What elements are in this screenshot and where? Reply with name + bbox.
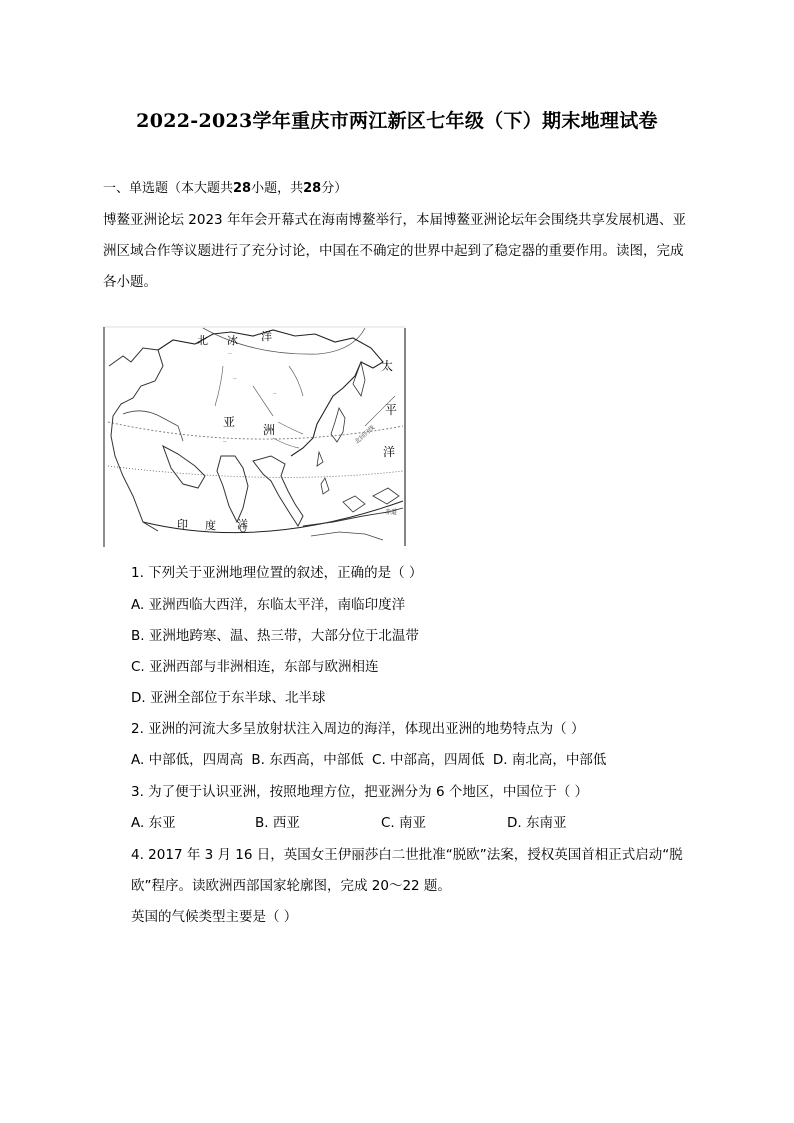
map-label-indian1: 印 (177, 518, 188, 531)
section-suffix: 分） (321, 181, 348, 196)
question-2-option-a: A. 中部低，四周高 (131, 752, 244, 768)
question-1-option-a: A. 亚洲西临大西洋，东临太平洋，南临印度洋 (131, 597, 406, 613)
map-label-north3: 洋 (261, 330, 272, 343)
map-label-indian3: 洋 (237, 518, 248, 531)
question-3-option-c: C. 南亚 (381, 815, 427, 831)
svg-text:··: ·· (228, 351, 232, 358)
question-1-option-b: B. 亚洲地跨寒、温、热三带，大部分位于北温带 (131, 628, 419, 644)
map-label-pacific2: 平 (385, 403, 398, 417)
intro-paragraph: 博鳌亚洲论坛 2023 年年会开幕式在海南博鳌举行，本届博鳌亚洲论坛年会围绕共享发展机遇、亚洲区域合作等议题进行了充分讨论，中国在不确定的世界中起到了稳定器的重要作用。读图，完成各小题。 (103, 212, 686, 290)
map-label-indian2: 度 (205, 519, 216, 532)
question-1-option-c: C. 亚洲西部与非洲相连，东部与欧洲相连 (131, 659, 379, 675)
question-3-stem: 3. 为了便于认识亚洲，按照地理方位，把亚洲分为 6 个地区，中国位于（ ） (131, 784, 589, 800)
section-heading (103, 177, 347, 196)
question-3-option-d: D. 东南亚 (507, 815, 567, 831)
question-3-option-b: B. 西亚 (255, 815, 300, 831)
question-2-option-b: B. 东西高，中部低 (251, 752, 364, 768)
map-label-north1: 北 (197, 334, 208, 347)
question-1-option-d: D. 亚洲全部位于东半球、北半球 (131, 690, 326, 706)
question-3-option-a: A. 东亚 (131, 815, 176, 831)
map-label-asia2: 洲 (263, 423, 276, 437)
question-2-options (131, 748, 606, 768)
svg-text:··: ·· (273, 391, 277, 398)
section-count: 28 (233, 181, 252, 196)
section-middle: 小题，共 (251, 181, 304, 196)
map-label-equator: 赤道 (385, 509, 398, 516)
question-2-option-c: C. 中部高，四周低 (372, 752, 485, 768)
svg-text:··: ·· (233, 376, 237, 383)
page-title: 2022-2023学年重庆市两江新区七年级（下）期末地理试卷 (136, 110, 658, 132)
question-2-stem: 2. 亚洲的河流大多呈放射状注入周边的海洋，体现出亚洲的地势特点为（ ） (131, 721, 585, 737)
section-score: 28 (303, 181, 322, 196)
map-label-pacific3: 洋 (383, 445, 396, 459)
map-label-pacific1: 太 (381, 359, 394, 373)
map-label-north2: 冰 (227, 334, 238, 347)
question-2-option-d: D. 南北高，中部低 (492, 752, 607, 768)
map-label-tropic: 北回归线 (353, 424, 377, 446)
asia-map (103, 326, 409, 548)
question-4-stem-line2: 欧”程序。读欧洲西部国家轮廓图，完成 20～22 题。 (131, 878, 451, 894)
question-4-subquestion: 英国的气候类型主要是（ ） (131, 909, 298, 925)
svg-text:··: ·· (223, 439, 227, 446)
question-4-stem-line1: 4. 2017 年 3 月 16 日，英国女王伊丽莎白二世批准“脱欧”法案，授权英国首相正式启动“脱 (131, 847, 683, 863)
section-prefix: 一、单选题（本大题共 (103, 181, 234, 196)
map-label-asia1: 亚 (223, 415, 236, 429)
question-1-stem: 1. 下列关于亚洲地理位置的叙述，正确的是（ ） (131, 565, 423, 581)
